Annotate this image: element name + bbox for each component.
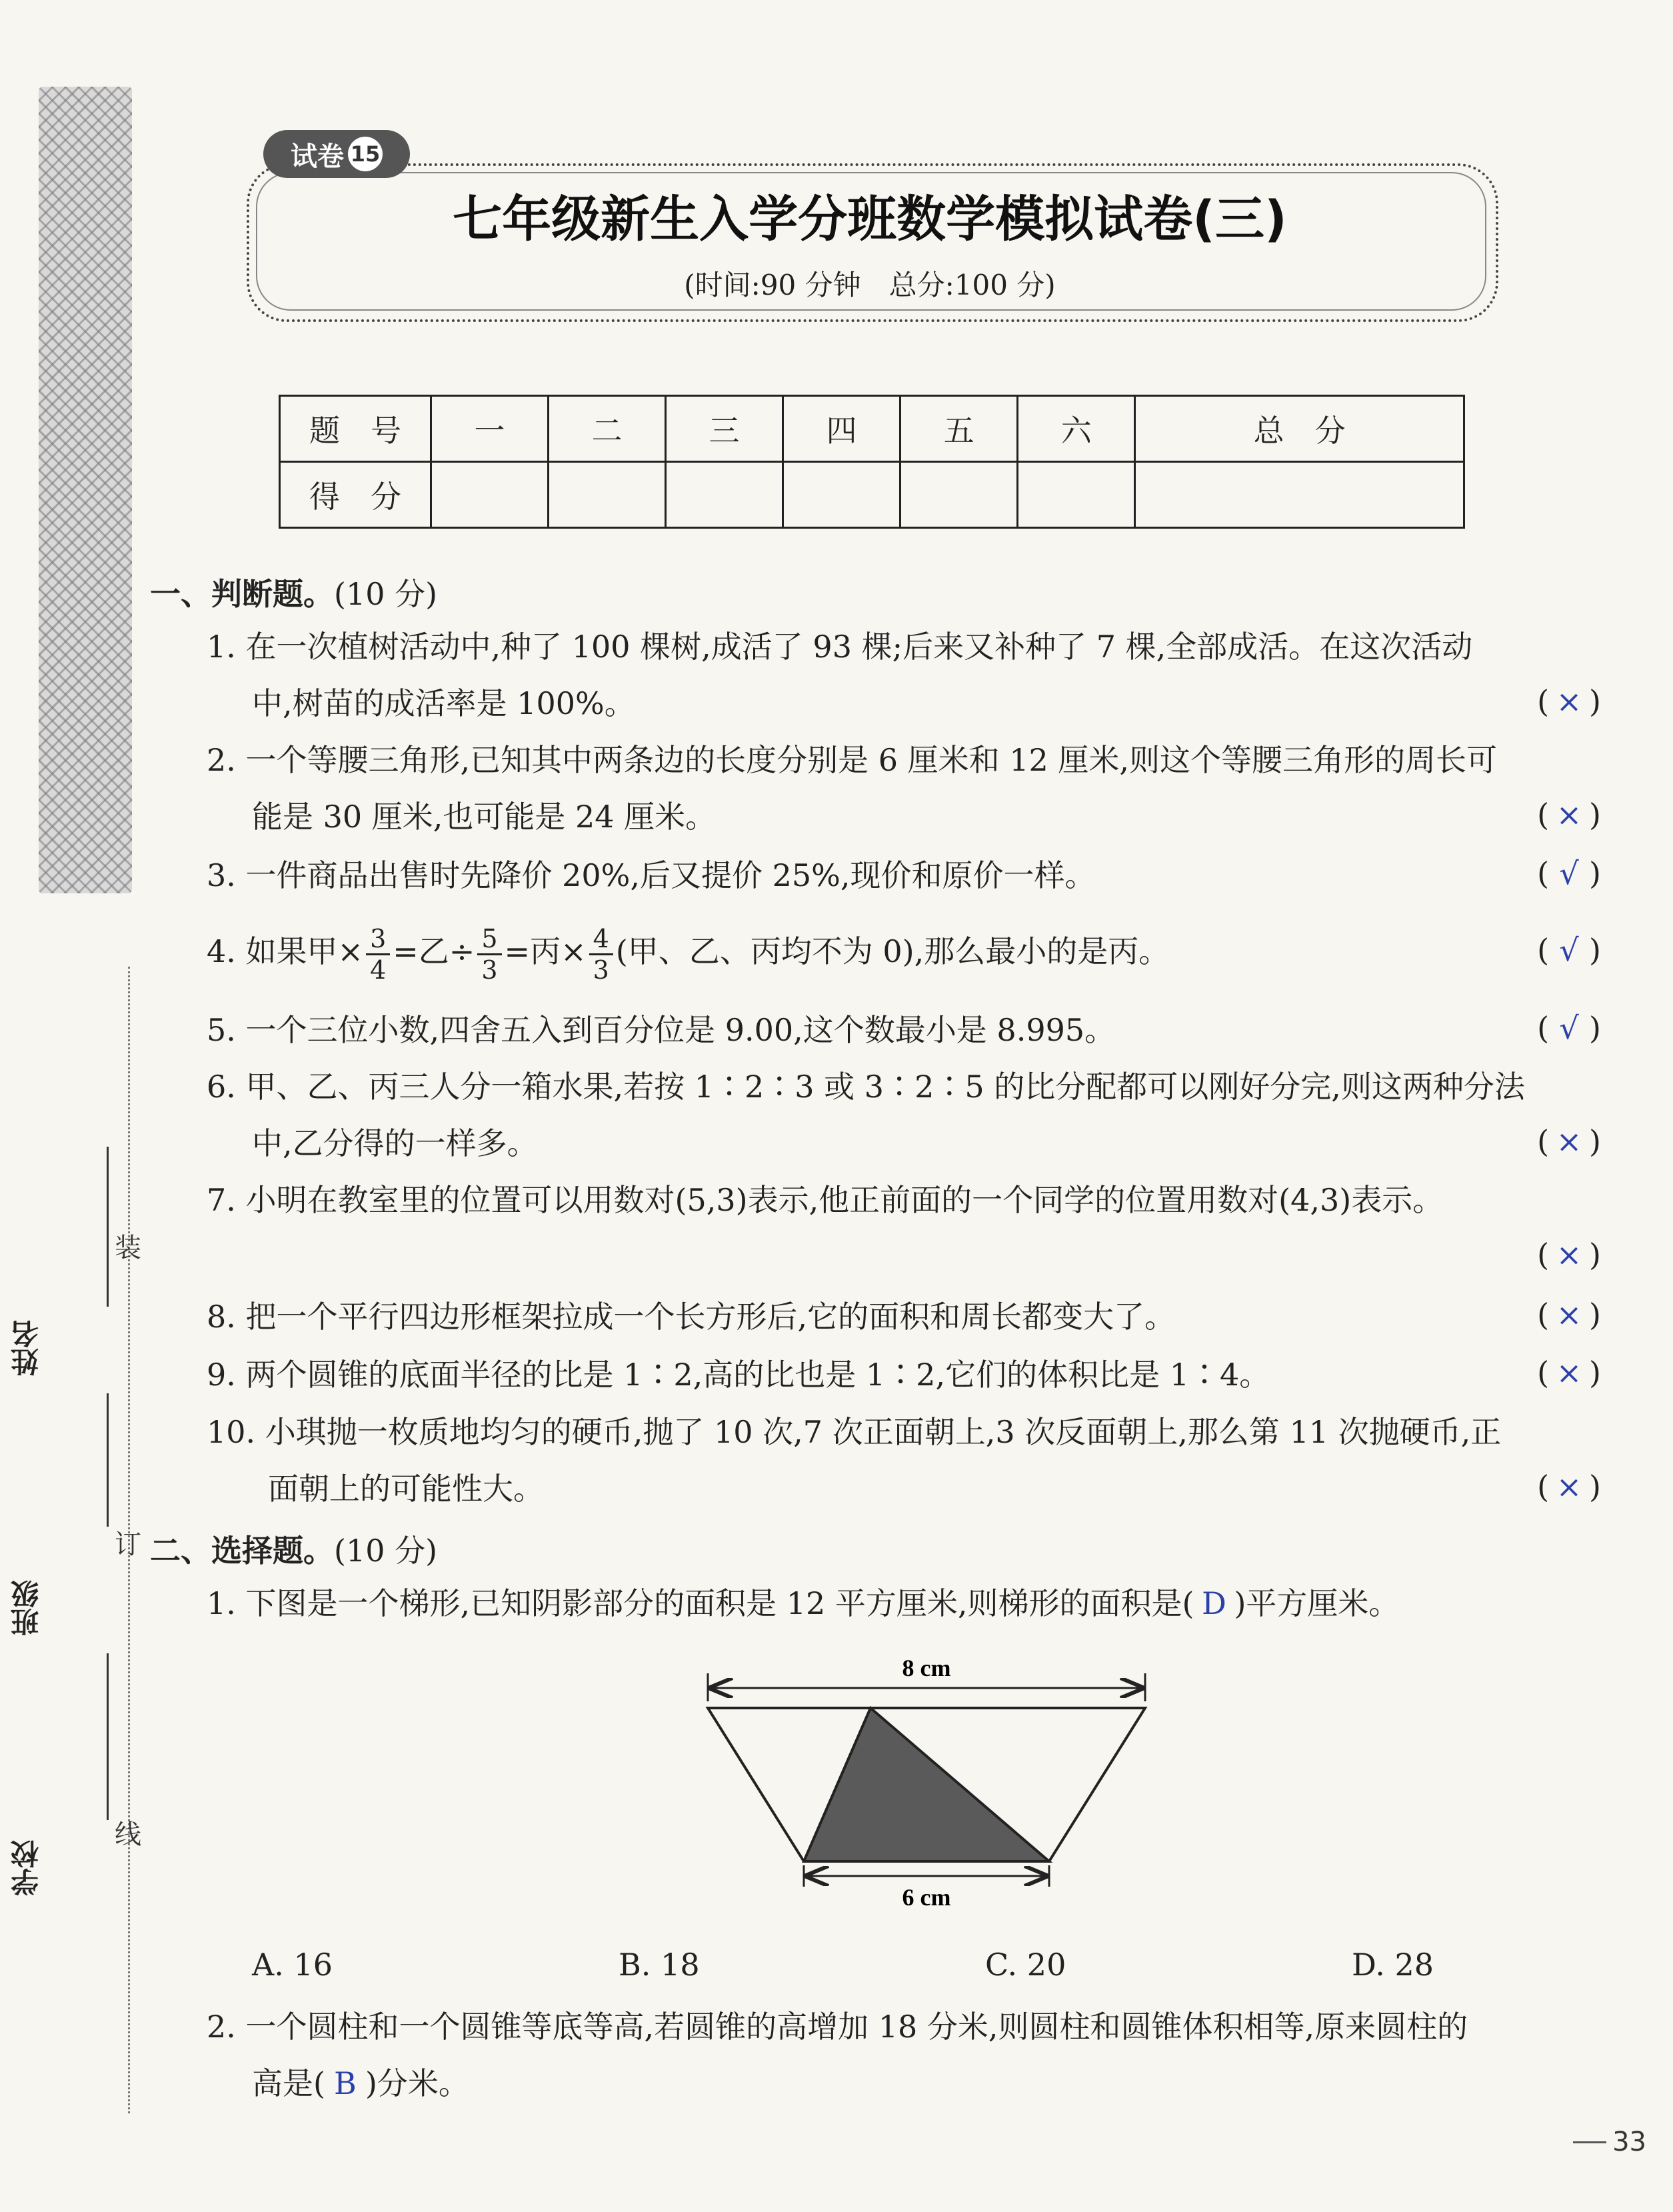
judge-q9-line1 [207, 1355, 1270, 1395]
choice-option-d[interactable]: D. 28 [1352, 1947, 1434, 1983]
question-number: 2. [207, 2009, 236, 2045]
score-header-cell: 二 [549, 396, 666, 462]
page-number: 33 [1612, 2127, 1646, 2157]
question-text: 甲、乙、丙三人分一箱水果,若按 1∶2∶3 或 3∶2∶5 的比分配都可以刚好分完,则这两种分法 [245, 1069, 1525, 1105]
question-text: 小琪抛一枚质地均匀的硬币,抛了 10 次,7 次正面朝上,3 次反面朝上,那么第 11 次抛硬币,正 [265, 1414, 1502, 1450]
question-text: 把一个平行四边形框架拉成一个长方形后,它的面积和周长都变大了。 [245, 1299, 1176, 1335]
choice-q1-line1 [207, 1583, 1399, 1623]
judge-q10-line1 [207, 1412, 1501, 1452]
judge-q2-answer-slot[interactable]: ( × ) [1537, 797, 1601, 833]
page-subtitle: (时间:90 分钟 总分:100 分) [684, 269, 1056, 301]
judge-q3-answer-slot[interactable]: ( √ ) [1537, 855, 1601, 891]
judge-q4-line1 [207, 915, 1169, 988]
judge-q5-answer-slot[interactable]: ( √ ) [1537, 1010, 1601, 1046]
score-header-cell: 四 [783, 396, 900, 462]
score-header-cell: 三 [666, 396, 783, 462]
fraction [477, 924, 501, 985]
question-text-part: (甲、乙、丙均不为 0),那么最小的是丙。 [615, 933, 1170, 969]
judge-q7-answer-slot[interactable]: ( × ) [1537, 1237, 1601, 1273]
judge-q7-answer: × [1556, 1237, 1582, 1273]
judge-q10-answer: × [1556, 1469, 1582, 1505]
choice-q2-line1 [207, 2007, 1468, 2047]
question-text: 一件商品出售时先降价 20%,后又提价 25%,现价和原价一样。 [245, 857, 1096, 893]
score-cell[interactable] [900, 462, 1018, 528]
fraction-denominator: 3 [481, 955, 498, 985]
judge-q1-answer: × [1556, 683, 1582, 719]
judge-q8-answer: × [1556, 1297, 1582, 1333]
binding-word-zhuang: 装 [115, 1233, 141, 1263]
question-text: 两个圆锥的底面半径的比是 1∶2,高的比也是 1∶2,它们的体积比是 1∶4。 [245, 1357, 1270, 1393]
name-field-line [107, 1147, 109, 1307]
binding-word-xian: 线 [115, 1819, 141, 1850]
school-field-label: 学校 [10, 1840, 43, 1896]
question-text-part: =丙× [504, 933, 587, 969]
question-text-part: =乙÷ [393, 933, 475, 969]
judge-q3-line1 [207, 855, 1096, 895]
judge-q7-line1 [207, 1180, 1443, 1220]
judge-q9-answer-slot[interactable]: ( × ) [1537, 1355, 1601, 1391]
score-header-cell: 五 [900, 396, 1018, 462]
score-table [279, 395, 1465, 529]
question-number: 3. [207, 857, 236, 893]
fraction-denominator: 3 [593, 955, 609, 985]
score-header-cell: 题 号 [280, 396, 431, 462]
fraction-numerator: 4 [589, 924, 613, 955]
class-field-label: 班级 [10, 1580, 43, 1636]
choice-q2-answer[interactable]: B [334, 2065, 357, 2101]
judge-q8-answer-slot[interactable]: ( × ) [1537, 1297, 1601, 1333]
question-number: 8. [207, 1299, 236, 1335]
question-number: 1. [207, 1585, 236, 1621]
shaded-triangle [804, 1708, 1049, 1861]
section1-points: (10 分) [334, 576, 438, 612]
judge-q4-answer-slot[interactable]: ( √ ) [1537, 932, 1601, 968]
name-field-line-lower [107, 1393, 109, 1527]
choice-q1-answer[interactable]: D [1202, 1585, 1226, 1621]
score-table-score-row [280, 462, 1464, 528]
judge-q1-answer-slot[interactable]: ( × ) [1537, 683, 1601, 719]
question-number: 1. [207, 629, 236, 665]
question-number: 2. [207, 742, 236, 778]
judge-q4-answer: √ [1559, 932, 1579, 968]
class-field-line [107, 1653, 109, 1820]
question-text: 一个等腰三角形,已知其中两条边的长度分别是 6 厘米和 12 厘米,则这个等腰三角形的周长可 [245, 742, 1498, 778]
judge-q6-answer: × [1556, 1123, 1582, 1159]
judge-q5-line1 [207, 1010, 1115, 1050]
paper-number-badge [263, 130, 410, 178]
question-text: 一个三位小数,四舍五入到百分位是 9.00,这个数最小是 8.995。 [245, 1012, 1116, 1048]
section2-points: (10 分) [334, 1533, 438, 1569]
name-field-label: 姓名 [10, 1320, 43, 1376]
question-number: 9. [207, 1357, 236, 1393]
bottom-base-label: 6 cm [902, 1884, 951, 1911]
question-number: 6. [207, 1069, 236, 1105]
question-text: )平方厘米。 [1234, 1585, 1400, 1621]
judge-q3-answer: √ [1559, 855, 1579, 891]
score-cell[interactable] [549, 462, 666, 528]
judge-q2-line1 [207, 740, 1497, 780]
section1-heading [150, 570, 437, 614]
judge-q8-line1 [207, 1297, 1175, 1337]
section2-title: 二、选择题。 [150, 1533, 334, 1569]
fraction [589, 924, 613, 985]
section2-heading [150, 1527, 437, 1571]
score-cell[interactable] [1135, 462, 1464, 528]
fraction-numerator: 3 [366, 924, 390, 955]
question-text: 高是( [252, 2065, 325, 2101]
judge-q10-line2: 面朝上的可能性大。 [268, 1471, 544, 1507]
judge-q6-line2: 中,乙分得的一样多。 [252, 1125, 538, 1161]
score-header-cell: 六 [1018, 396, 1135, 462]
fraction-numerator: 5 [477, 924, 501, 955]
judge-q6-answer-slot[interactable]: ( × ) [1537, 1123, 1601, 1159]
score-cell[interactable] [1018, 462, 1135, 528]
score-header-cell: 总 分 [1135, 396, 1464, 462]
fraction [366, 924, 390, 985]
score-header-cell: 一 [431, 396, 549, 462]
trapezoid-figure [693, 1653, 1160, 1920]
judge-q2-line2: 能是 30 厘米,也可能是 24 厘米。 [252, 799, 717, 835]
page-number-dash [1573, 2141, 1606, 2143]
question-text: 小明在教室里的位置可以用数对(5,3)表示,他正前面的一个同学的位置用数对(4,3)表示。 [245, 1182, 1444, 1218]
question-text: )分米。 [365, 2065, 469, 2101]
score-cell[interactable] [431, 462, 549, 528]
judge-q1-line1 [207, 627, 1472, 667]
question-text: 在一次植树活动中,种了 100 棵树,成活了 93 棵;后来又补种了 7 棵,全部成活。在这次活动 [245, 629, 1473, 665]
binding-word-ding: 订 [115, 1529, 141, 1560]
score-cell[interactable] [666, 462, 783, 528]
badge-text: 试卷 [291, 141, 344, 172]
section1-title: 一、判断题。 [150, 576, 334, 612]
question-number: 10. [207, 1414, 256, 1450]
question-text: 一个圆柱和一个圆锥等底等高,若圆锥的高增加 18 分米,则圆柱和圆锥体积相等,原来圆柱的 [245, 2009, 1468, 2045]
choice-option-c[interactable]: C. 20 [985, 1947, 1066, 1983]
question-text-part: 如果甲× [245, 933, 364, 969]
judge-q5-answer: √ [1559, 1010, 1579, 1046]
choice-option-a[interactable]: A. 16 [252, 1947, 333, 1983]
judge-q1-line2: 中,树苗的成活率是 100%。 [252, 685, 635, 721]
top-base-label: 8 cm [902, 1655, 951, 1681]
judge-q6-line1 [207, 1067, 1525, 1107]
page-title: 七年级新生入学分班数学模拟试卷(三) [453, 191, 1287, 248]
score-cell[interactable] [783, 462, 900, 528]
question-number: 4. [207, 933, 236, 969]
fraction-denominator: 4 [370, 955, 387, 985]
judge-q9-answer: × [1556, 1355, 1582, 1391]
judge-q10-answer-slot[interactable]: ( × ) [1537, 1469, 1601, 1505]
choice-q2-line2 [252, 2063, 469, 2103]
question-number: 5. [207, 1012, 236, 1048]
question-text: 下图是一个梯形,已知阴影部分的面积是 12 平方厘米,则梯形的面积是( [245, 1585, 1194, 1621]
question-number: 7. [207, 1182, 236, 1218]
score-table-header-row [280, 396, 1464, 462]
judge-q2-answer: × [1556, 797, 1582, 833]
decorative-pattern-strip [39, 87, 132, 893]
score-row-label: 得 分 [280, 462, 431, 528]
badge-number: 15 [348, 137, 383, 171]
choice-option-b[interactable]: B. 18 [619, 1947, 700, 1983]
